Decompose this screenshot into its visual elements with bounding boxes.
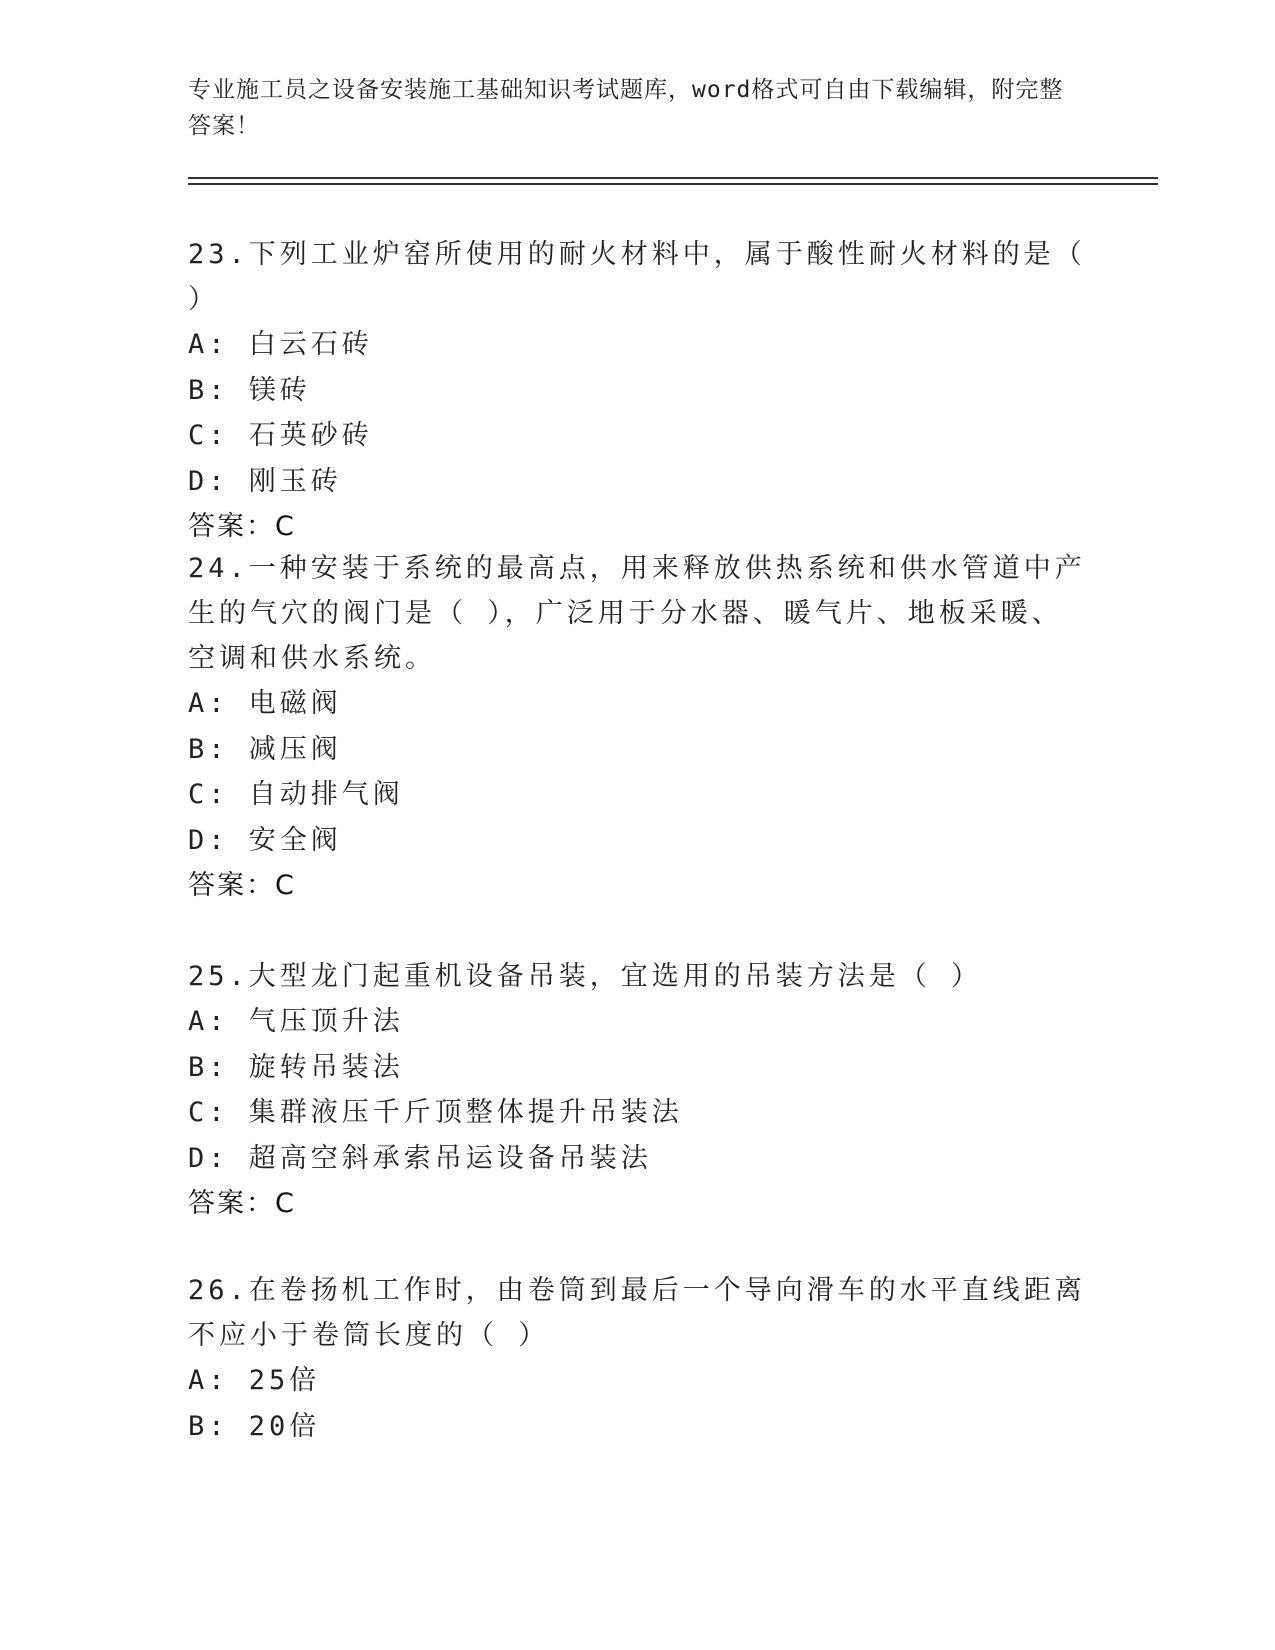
option-d: D: 刚玉砖 — [188, 465, 342, 497]
option-a: A: 气压顶升法 — [188, 1006, 404, 1037]
header-divider-bottom — [188, 183, 1158, 185]
question-text: 23.下列工业炉窑所使用的耐火材料中，属于酸性耐火材料的是（ ） — [188, 239, 1086, 315]
question-text: 25.大型龙门起重机设备吊装，宜选用的吊装方法是（ ） — [188, 961, 983, 992]
option-b: B: 镁砖 — [188, 374, 311, 406]
option-a: A: 电磁阀 — [188, 688, 342, 719]
answer: 答案：C — [188, 870, 296, 901]
question-26 — [188, 1268, 1088, 1449]
option-d: D: 超高空斜承索吊运设备吊装法 — [188, 1142, 652, 1174]
question-text: 26.在卷扬机工作时，由卷筒到最后一个导向滑车的水平直线距离不应小于卷筒长度的（ ） — [188, 1275, 1086, 1351]
option-d: D: 安全阀 — [188, 824, 342, 856]
option-a: A: 25倍 — [188, 1365, 321, 1396]
answer: 答案：C — [188, 511, 296, 542]
question-24 — [188, 546, 1088, 909]
option-c: C: 石英砂砖 — [188, 420, 373, 451]
option-b: B: 减压阀 — [188, 733, 342, 765]
option-a: A: 白云石砖 — [188, 329, 373, 360]
question-23 — [188, 232, 1088, 550]
option-c: C: 自动排气阀 — [188, 779, 404, 810]
answer: 答案：C — [188, 1188, 296, 1219]
option-b: B: 旋转吊装法 — [188, 1051, 404, 1083]
question-text: 24.一种安装于系统的最高点，用来释放供热系统和供水管道中产生的气穴的阀门是（ ），广泛用于分水器、暖气片、地板采暖、空调和供水系统。 — [188, 553, 1086, 674]
document-header: 专业施工员之设备安装施工基础知识考试题库，word格式可自由下载编辑，附完整答案！ — [188, 77, 1064, 139]
question-25 — [188, 954, 1088, 1227]
option-c: C: 集群液压千斤顶整体提升吊装法 — [188, 1097, 683, 1128]
option-b: B: 20倍 — [188, 1410, 321, 1442]
header-divider-top — [188, 177, 1158, 179]
